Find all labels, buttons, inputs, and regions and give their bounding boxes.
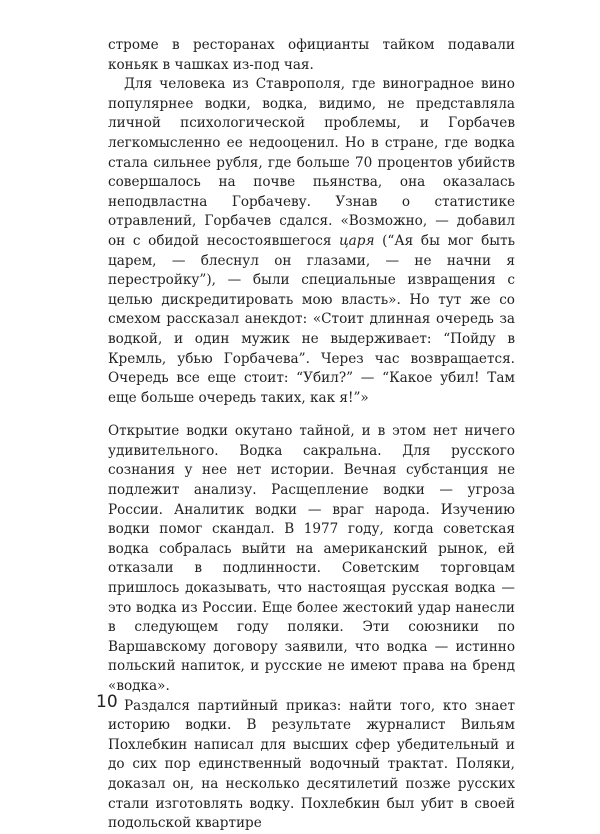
text-column bbox=[108, 36, 515, 834]
paragraph-text: Открытие водки окутано тайной, и в этом нет ничего удивительного. Водка сакральна. Для русского сознания у нее нет истории. Вечная субстанция не подлежит анализу. Расщепление водки — угроза России. Аналитик водки — враг народа. Изучению водки помог скандал. В 1977 году, когда советская водка собралась выйти на американский рынок, ей отказали в подлинности. Советским торговцам пришлось доказывать, что настоящая русская водка — это водка из России. Еще более жестокий удар нанесли в следующем году поляки. Эти союзники по Варшавскому договору заявили, что водка — истинно польский напиток, и русские не имеют права на бренд «водка». bbox=[108, 423, 515, 694]
paragraph-text: (“Ая бы мог быть царем, — блеснул он глазами, — не начни я перестройку”), — были специальные извращения с целью дискредитировать мою власть». Но тут же со смехом рассказал анекдот: «Стоит длинная очередь за водкой, и один мужик не выдерживает: “Пойду в Кремль, убью Горбачева”. Через час возвращается. Очередь все еще стоит: “Убил?” — “Какое убил! Там еще больше очередь таких, как я!”» bbox=[108, 232, 516, 406]
paragraph-text: Раздался партийный приказ: найти того, кто знает историю водки. В результате журналист Вильям Похлебкин написал для высших сфер убедительный и до сих пор единственный водочный трактат. Поляки, доказал он, на несколько десятилетий позже русских стали изготовлять водку. Похлебкин был убит в своей подольской квартире bbox=[108, 697, 515, 832]
paragraph-vodka-history bbox=[108, 422, 515, 696]
italic-word: царя bbox=[339, 232, 375, 249]
paragraph-text: Для человека из Ставрополя, где виноградное вино популярнее водки, водка, видимо, не представляла личной психологической проблемы, и Горбачев легкомысленно ее недооценил. Но в стране, где водка стала сильнее рубля, где больше 70 процентов убийств совершалось на почве пьянства, она оказалась неподвластна Горбачеву. Узнав о статистике отравлений, Горбачев сдался. «Возможно, — добавил он с обидой несостоявшегося bbox=[108, 76, 515, 249]
page-number: 10 bbox=[96, 692, 118, 712]
paragraph-text: строме в ресторанах официанты тайком подавали коньяк в чашках из-под чая. bbox=[108, 37, 515, 73]
paragraph-party-order bbox=[108, 697, 515, 834]
paragraph-gorbachev bbox=[108, 75, 515, 408]
paragraph-continued bbox=[108, 36, 515, 75]
